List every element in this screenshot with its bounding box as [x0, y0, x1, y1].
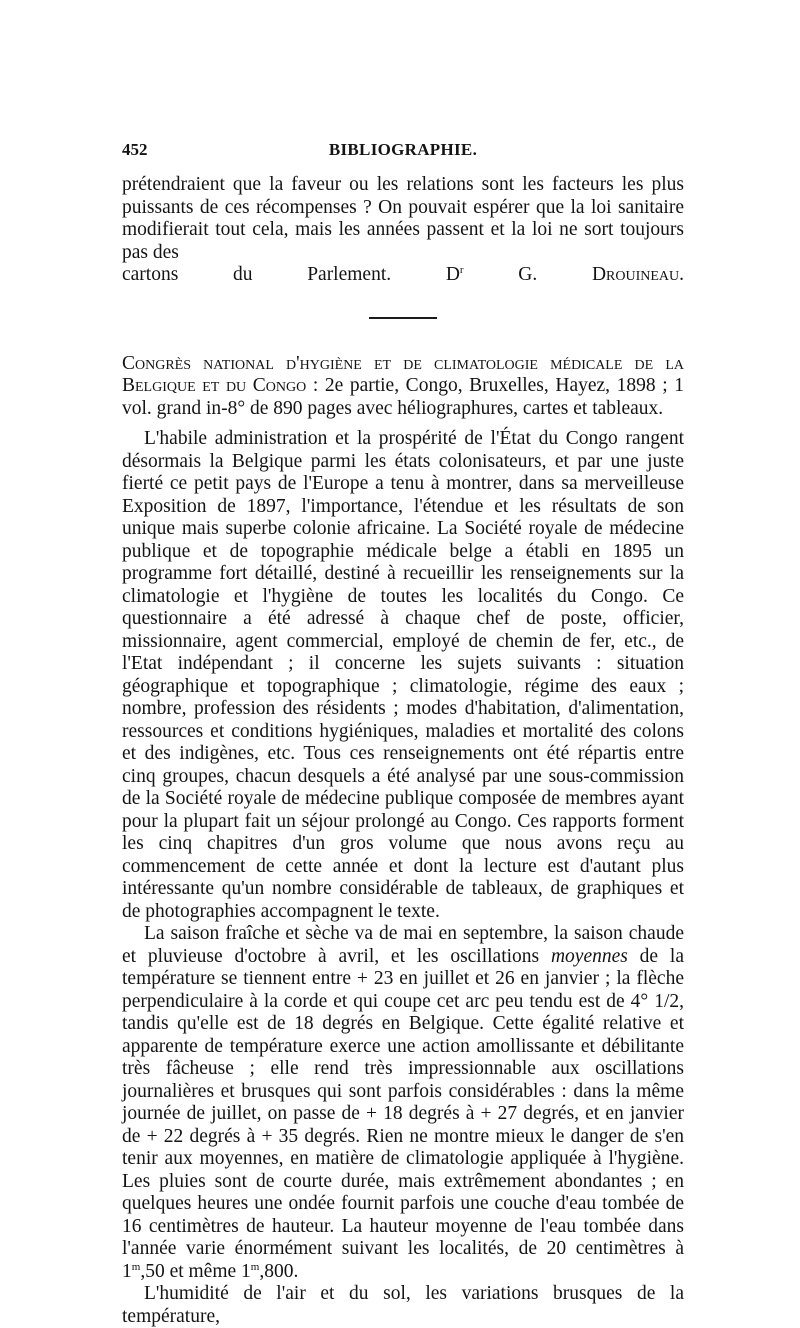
review-heading-title: Congrès national d'hygiène et de climatologie médicale de la Belgique et du Congo — [122, 352, 684, 396]
signature-line — [122, 264, 684, 287]
meter-superscript-2: m — [250, 1260, 260, 1273]
signature-name: G. Drouineau. — [518, 264, 685, 285]
paragraph-2-text-b: de la température se tiennent entre + 23 en juillet et 26 en janvier ; la flèche perpendiculaire à la corde et qui coupe cet arc peu tendu est de 4° 1/2, tandis qu'elle est de 18 degrés en Belgique. Cette égalité relative et apparente de température exerce une action amollissante et débilitante très fâcheuse ; elle rend très impressionnable aux oscillations journalières et brusques qui sont parfois considérables : dans la même journée de juillet, on passe de + 18 degrés à + 27 degrés, et en janvier de + 22 degrés à + 35 degrés. Rien ne montre mieux le danger de s'en tenir aux moyennes, en matière de climatologie appliquée à l'hygiène. Les pluies sont de courte durée, mais extrêmement abondantes ; en quelques heures une ondée fournit parfois une couche d'eau tombée de 16 centimètres de hauteur. La hauteur moyenne de l'eau tombée dans l'année varie énormément suivant les localités, de 20 centimètres à 1 — [122, 945, 684, 1282]
last-line-text: cartons du Parlement. — [122, 264, 392, 285]
author-signature — [446, 264, 684, 285]
signature-title: D — [445, 264, 460, 285]
paragraph-2-text-a: La saison fraîche et sèche va de mai en septembre, la saison chaude et pluvieuse d'octobre à avril, et les oscillations — [122, 923, 684, 967]
review-heading — [122, 353, 684, 421]
review-paragraph-2 — [122, 923, 684, 1283]
review-paragraph-1: L'habile administration et la prospérité de l'État du Congo rangent désormais la Belgique parmi les états colonisateurs, et par une juste fierté ce petit pays de l'Europe a tenu à montrer, dans sa merveilleuse Exposition de 1897, l'importance, l'étendue et les résultats de son unique mais superbe colonie africaine. La Société royale de médecine publique et de topographie médicale belge a établi en 1895 un programme fort détaillé, destiné à recueillir les renseignements sur la climatologie et l'hygiène de toutes les localités du Congo. Ce questionnaire a été adressé à chaque chef de poste, officier, missionnaire, agent commercial, employé de chemin de fer, etc., de l'Etat indépendant ; il concerne les sujets suivants : situation géographique et topographique ; climatologie, régime des eaux ; nombre, profession des résidents ; modes d'habitation, d'alimentation, ressources et conditions hygiéniques, maladies et mortalité des colons et des indigènes, etc. Tous ces renseignements ont été répartis entre cinq groupes, chacun desquels a été analysé par une sous-commission de la Société royale de médecine publique composée de membres ayant pour la plupart fait un séjour prolongé au Congo. Ces rapports forment les cinq chapitres d'un gros volume que nous avons reçu au commencement de cette année et dont la lecture est d'autant plus intéressante qu'un nombre considérable de tableaux, de graphiques et de photographies accompagnent le texte. — [122, 428, 684, 922]
running-header — [122, 140, 684, 166]
paragraph-2-text-d: ,800. — [259, 1260, 299, 1282]
review-conclusion-text: prétendraient que la faveur ou les relations sont les facteurs les plus puissants de ces récompenses ? On pouvait espérer que la loi sanitaire modifierait tout cela, mais les années passent et la loi ne sort toujours pas des — [122, 174, 684, 263]
running-title: BIBLIOGRAPHIE. — [328, 140, 478, 159]
book-page — [122, 140, 684, 1328]
section-divider — [369, 317, 437, 319]
meter-superscript-1: m — [131, 1260, 141, 1273]
paragraph-2-emphasis: moyennes — [550, 945, 628, 967]
review-conclusion — [122, 174, 684, 287]
page-number: 452 — [122, 140, 148, 159]
review-heading-details: : 2e partie, Congo, Bruxelles, Hayez, 1898 ; 1 vol. grand in-8° de 890 pages avec héliographures, cartes et tableaux. — [122, 375, 684, 419]
paragraph-2-text-c: ,50 et même 1 — [140, 1260, 251, 1282]
signature-title-superscript: r — [459, 264, 464, 276]
review-paragraph-3: L'humidité de l'air et du sol, les variations brusques de la température, — [122, 1283, 684, 1327]
